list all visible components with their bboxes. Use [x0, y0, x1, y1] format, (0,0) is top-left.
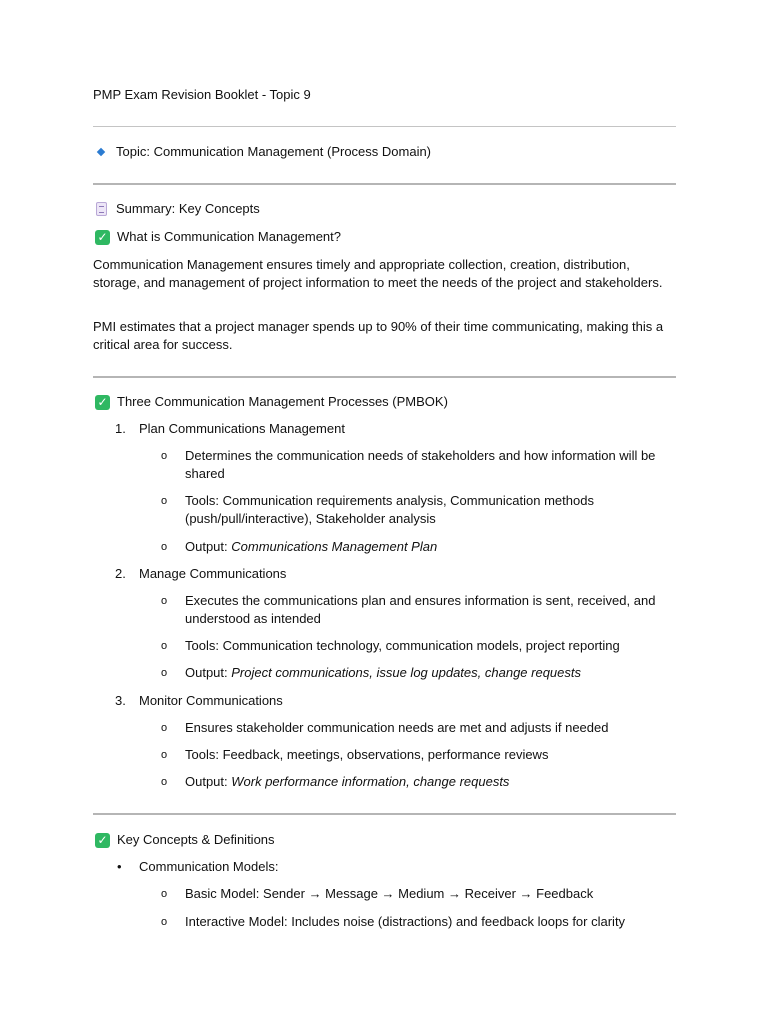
processes-heading: Three Communication Management Processes (PMBOK) [117, 394, 448, 409]
circle-bullet-icon: o [161, 776, 168, 788]
check-icon: ✓ [95, 833, 110, 848]
concepts-heading-row [93, 831, 275, 849]
divider [93, 813, 676, 815]
topic-label: Topic: Communication Management (Process Domain) [116, 144, 432, 159]
concepts-bullet [117, 858, 278, 876]
divider [93, 183, 676, 185]
summary-heading-row [93, 200, 260, 218]
process-number: 2. [115, 566, 126, 581]
summary-question-row [93, 228, 341, 246]
summary-question: What is Communication Management? [117, 229, 341, 244]
circle-bullet-icon: o [161, 722, 168, 734]
concepts-detail-2 [161, 913, 681, 931]
output-text [185, 773, 509, 791]
check-icon: ✓ [95, 395, 110, 410]
diamond-icon [97, 148, 105, 156]
circle-bullet-icon: o [161, 541, 168, 553]
output-text [185, 538, 437, 556]
output-label: Output: [185, 665, 232, 680]
concepts-detail-1 [161, 885, 681, 903]
circle-bullet-icon: o [161, 450, 168, 462]
detail-text: Interactive Model: Includes noise (distractions) and feedback loops for clarity [185, 914, 626, 929]
process-item-2 [115, 565, 286, 583]
output-value: Communications Management Plan [231, 539, 438, 554]
process-number: 3. [115, 693, 126, 708]
process-2-detail-2 [161, 637, 681, 655]
output-label: Output: [185, 774, 232, 789]
process-3-output [161, 773, 681, 791]
process-2-detail-1 [161, 592, 681, 628]
bullet-icon: • [117, 859, 122, 874]
detail-text: Tools: Communication requirements analysis, Communication methods (push/pull/interactive), Stakeholder analysis [185, 493, 594, 526]
output-value: Work performance information, change requests [231, 774, 510, 789]
divider [93, 126, 676, 127]
detail-text: Executes the communications plan and ensures information is sent, received, and understood as intended [185, 593, 656, 626]
divider [93, 376, 676, 378]
concepts-heading: Key Concepts & Definitions [117, 832, 275, 847]
detail-text: Tools: Communication technology, communication models, project reporting [185, 638, 620, 653]
process-number: 1. [115, 421, 126, 436]
process-item-1 [115, 420, 345, 438]
process-3-detail-2 [161, 746, 681, 764]
process-1-output [161, 538, 681, 556]
process-title: Manage Communications [139, 566, 287, 581]
process-title: Monitor Communications [139, 693, 283, 708]
topic-row [93, 143, 431, 161]
process-1-detail-2 [161, 492, 681, 528]
summary-paragraph-1: Communication Management ensures timely and appropriate collection, creation, distribution, storage, and management of project information to meet the needs of the project and stakeholders. [93, 257, 663, 290]
processes-heading-row [93, 393, 448, 411]
circle-bullet-icon: o [161, 916, 168, 928]
process-title: Plan Communications Management [139, 421, 345, 436]
process-2-output [161, 664, 681, 682]
detail-text: Ensures stakeholder communication needs are met and adjusts if needed [185, 720, 609, 735]
detail-text: Tools: Feedback, meetings, observations, performance reviews [185, 747, 549, 762]
circle-bullet-icon: o [161, 667, 168, 679]
check-icon: ✓ [95, 230, 110, 245]
detail-text: Basic Model: Sender → Message → Medium → Receiver → Feedback [185, 886, 594, 901]
circle-bullet-icon: o [161, 888, 168, 900]
process-1-detail-1 [161, 447, 681, 483]
output-text [185, 664, 581, 682]
process-item-3 [115, 692, 283, 710]
circle-bullet-icon: o [161, 495, 168, 507]
output-value: Project communications, issue log updates, change requests [231, 665, 581, 680]
output-label: Output: [185, 539, 232, 554]
summary-heading: Summary: Key Concepts [116, 201, 260, 216]
circle-bullet-icon: o [161, 749, 168, 761]
memo-icon [96, 202, 107, 216]
bullet-text: Communication Models: [139, 859, 279, 874]
summary-paragraph-2: PMI estimates that a project manager spends up to 90% of their time communicating, making this a critical area for success. [93, 319, 664, 352]
process-3-detail-1 [161, 719, 681, 737]
detail-text: Determines the communication needs of stakeholders and how information will be shared [185, 448, 656, 481]
circle-bullet-icon: o [161, 640, 168, 652]
page-header: PMP Exam Revision Booklet - Topic 9 [93, 87, 311, 102]
circle-bullet-icon: o [161, 595, 168, 607]
